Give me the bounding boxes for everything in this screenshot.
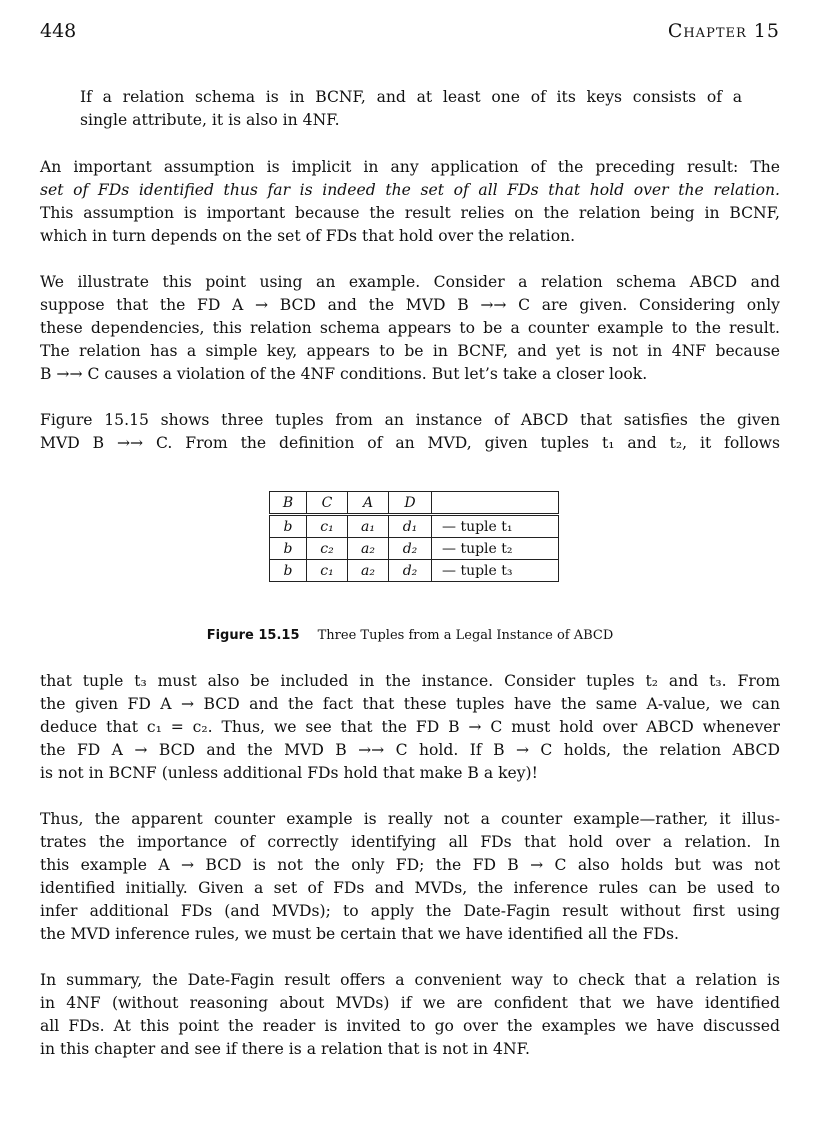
table-cell: a₁: [348, 515, 389, 538]
table-cell: b: [270, 515, 307, 538]
table-row: [270, 538, 559, 560]
text-line: This assumption is important because the result relies on the relation being in BCNF,: [40, 204, 780, 222]
table-cell: b: [270, 538, 307, 560]
table-row: [270, 560, 559, 582]
text-line: The relation has a simple key, appears to be in BCNF, and yet is not in 4NF because: [40, 342, 780, 360]
table-cell: d₁: [389, 515, 432, 538]
text-line: the MVD inference rules, we must be certain that we have identified all the FDs.: [40, 925, 679, 943]
figure-caption-text: Three Tuples from a Legal Instance of ABCD: [317, 628, 614, 643]
table-cell: c₂: [307, 538, 348, 560]
theorem-statement: [80, 86, 742, 132]
text-line: is not in BCNF (unless additional FDs hold that make B a key)!: [40, 764, 538, 782]
chapter-title: Chapter 15: [667, 20, 780, 42]
text-line: all FDs. At this point the reader is invited to go over the examples we have discussed: [40, 1017, 780, 1035]
text-line: Thus, the apparent counter example is really not a counter example—rather, it illus-: [40, 810, 780, 828]
paragraph-conclusion: [40, 808, 780, 946]
text-line: in 4NF (without reasoning about MVDs) if we are confident that we have identified: [40, 994, 780, 1012]
table-cell: a₂: [348, 560, 389, 582]
text-line: which in turn depends on the set of FDs that hold over the relation.: [40, 227, 576, 245]
column-header: B: [270, 492, 307, 515]
text-line: An important assumption is implicit in any application of the preceding result: The: [40, 158, 780, 176]
column-header: [432, 492, 559, 515]
text-line: single attribute, it is also in 4NF.: [80, 111, 340, 129]
text-line: identified initially. Given a set of FDs and MVDs, the inference rules can be used to: [40, 879, 780, 897]
table-row: [270, 515, 559, 538]
table-cell: c₁: [307, 515, 348, 538]
column-header: D: [389, 492, 432, 515]
column-header: C: [307, 492, 348, 515]
text-line: suppose that the FD A → BCD and the MVD B →→ C are given. Considering only: [40, 296, 780, 314]
paragraph-figure-intro: [40, 409, 780, 455]
column-header: A: [348, 492, 389, 515]
table-cell: b: [270, 560, 307, 582]
text-line: Figure 15.15 shows three tuples from an instance of ABCD that satisfies the given: [40, 411, 780, 429]
tuple-label: — tuple t₂: [432, 538, 559, 560]
text-line: MVD B →→ C. From the definition of an MVD, given tuples t₁ and t₂, it follows: [40, 434, 780, 452]
text-line: these dependencies, this relation schema appears to be a counter example to the result.: [40, 319, 780, 337]
tuple-label: — tuple t₃: [432, 560, 559, 582]
paragraph-example: [40, 271, 780, 386]
text-line: trates the importance of correctly identifying all FDs that hold over a relation. In: [40, 833, 780, 851]
text-line: in this chapter and see if there is a relation that is not in 4NF.: [40, 1040, 530, 1058]
paragraph-deduction: [40, 670, 780, 785]
text-line: set of FDs identified thus far is indeed the set of all FDs that hold over the relation.: [40, 181, 780, 199]
text-line: In summary, the Date-Fagin result offers a convenient way to check that a relation is: [40, 971, 780, 989]
tuple-label: — tuple t₁: [432, 515, 559, 538]
text-line: the FD A → BCD and the MVD B →→ C hold. If B → C holds, the relation ABCD: [40, 741, 780, 759]
text-line: B →→ C causes a violation of the 4NF conditions. But let’s take a closer look.: [40, 365, 648, 383]
figure-caption: [40, 628, 780, 643]
text-line: this example A → BCD is not the only FD; the FD B → C also holds but was not: [40, 856, 780, 874]
page-number: 448: [40, 20, 77, 42]
table-cell: c₁: [307, 560, 348, 582]
text-line: We illustrate this point using an example. Consider a relation schema ABCD and: [40, 273, 780, 291]
text-line: deduce that c₁ = c₂. Thus, we see that the FD B → C must hold over ABCD whenever: [40, 718, 780, 736]
table-header-row: [270, 492, 559, 515]
paragraph-assumption: [40, 156, 780, 248]
table-cell: a₂: [348, 538, 389, 560]
figure-label: Figure 15.15: [206, 628, 300, 643]
table-cell: d₂: [389, 538, 432, 560]
paragraph-summary: [40, 969, 780, 1061]
text-line: that tuple t₃ must also be included in the instance. Consider tuples t₂ and t₃. From: [40, 672, 780, 690]
text-line: the given FD A → BCD and the fact that these tuples have the same A-value, we can: [40, 695, 780, 713]
text-line: infer additional FDs (and MVDs); to apply the Date-Fagin result without first using: [40, 902, 780, 920]
text-line: If a relation schema is in BCNF, and at least one of its keys consists of a: [80, 88, 742, 106]
tuples-table: [269, 491, 559, 582]
page-header: [40, 20, 780, 48]
table-cell: d₂: [389, 560, 432, 582]
